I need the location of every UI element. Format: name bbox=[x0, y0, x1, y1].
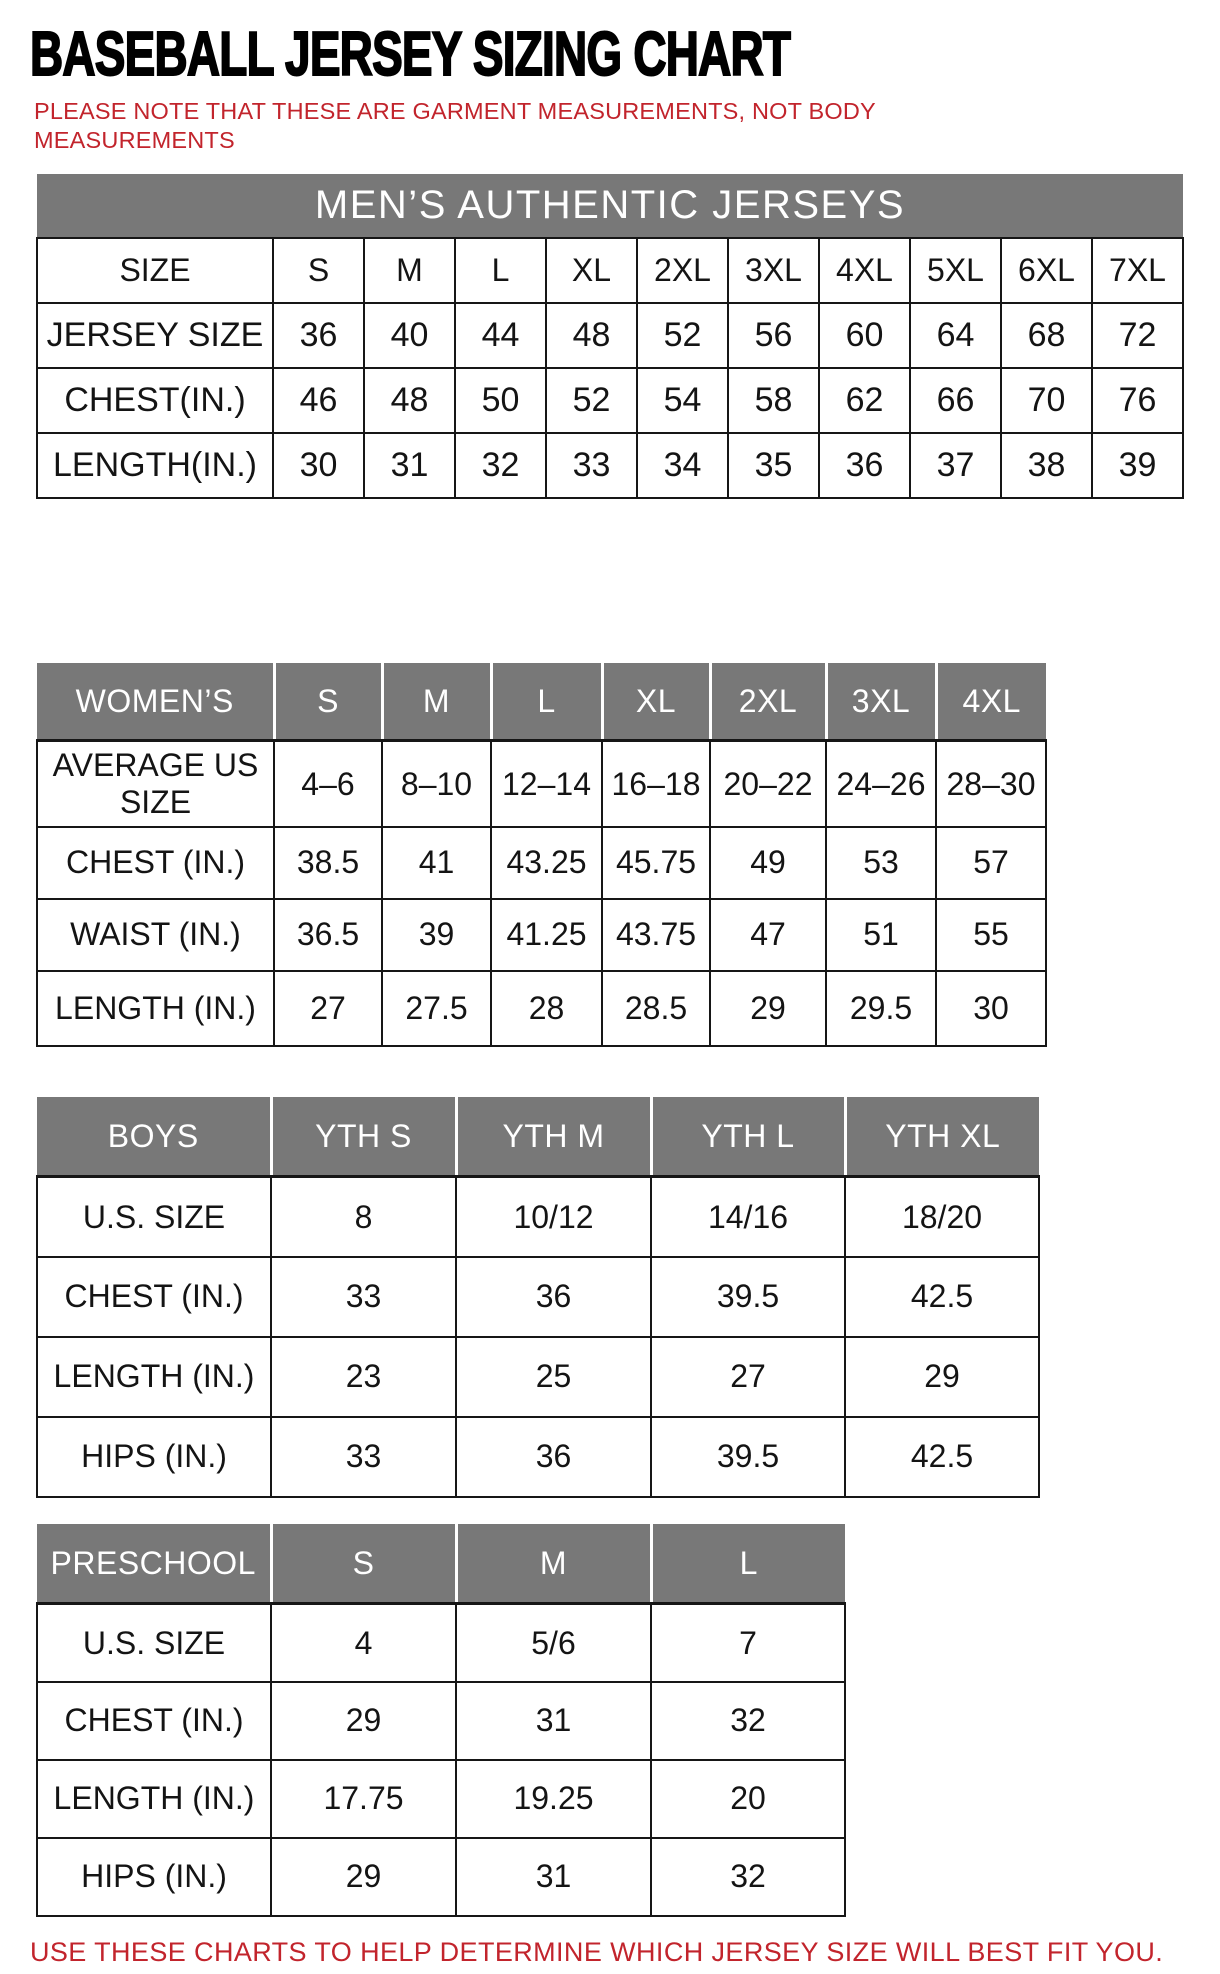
size-value: 14/16 bbox=[651, 1177, 845, 1257]
size-value: 48 bbox=[546, 303, 637, 368]
womens-sizing-table bbox=[36, 663, 1047, 1047]
size-value: 39.5 bbox=[651, 1417, 845, 1497]
size-value: 29 bbox=[271, 1682, 456, 1760]
size-value: 10/12 bbox=[456, 1177, 651, 1257]
size-value: 50 bbox=[455, 368, 546, 433]
size-value: 39.5 bbox=[651, 1257, 845, 1337]
size-value: 39 bbox=[1092, 433, 1183, 498]
size-value: 31 bbox=[456, 1838, 651, 1916]
size-value: 40 bbox=[364, 303, 455, 368]
col-header: BOYS bbox=[37, 1097, 271, 1177]
size-value: 58 bbox=[728, 368, 819, 433]
size-value: 8 bbox=[271, 1177, 456, 1257]
row-label: HIPS (IN.) bbox=[37, 1417, 271, 1497]
size-value: 48 bbox=[364, 368, 455, 433]
col-header: L bbox=[491, 663, 602, 741]
size-value: 27 bbox=[274, 971, 382, 1046]
size-value: 19.25 bbox=[456, 1760, 651, 1838]
size-value: 29.5 bbox=[826, 971, 936, 1046]
row-label: U.S. SIZE bbox=[37, 1604, 271, 1682]
size-value: 41.25 bbox=[491, 899, 602, 971]
size-value: 27.5 bbox=[382, 971, 491, 1046]
page-title: BASEBALL JERSEY SIZING CHART bbox=[30, 20, 791, 89]
col-header: 4XL bbox=[819, 238, 910, 303]
size-value: 20–22 bbox=[710, 741, 826, 827]
size-value: 37 bbox=[910, 433, 1001, 498]
table-row bbox=[37, 1682, 845, 1760]
mens-table-title: MEN’S AUTHENTIC JERSEYS bbox=[37, 174, 1183, 238]
size-value: 42.5 bbox=[845, 1257, 1039, 1337]
size-value: 33 bbox=[271, 1257, 456, 1337]
size-value: 64 bbox=[910, 303, 1001, 368]
size-value: 52 bbox=[637, 303, 728, 368]
size-value: 47 bbox=[710, 899, 826, 971]
size-value: 49 bbox=[710, 827, 826, 899]
size-value: 25 bbox=[456, 1337, 651, 1417]
col-header: SIZE bbox=[37, 238, 273, 303]
row-label: AVERAGE US SIZE bbox=[37, 741, 274, 827]
row-label: LENGTH (IN.) bbox=[37, 971, 274, 1046]
col-header: YTH M bbox=[456, 1097, 651, 1177]
fit-advice-note: USE THESE CHARTS TO HELP DETERMINE WHICH JERSEY SIZE WILL BEST FIT YOU. bbox=[30, 1936, 1164, 1967]
table-row bbox=[37, 1177, 1039, 1257]
size-value: 36 bbox=[273, 303, 364, 368]
size-value: 42.5 bbox=[845, 1417, 1039, 1497]
table-row bbox=[37, 1337, 1039, 1417]
col-header: XL bbox=[546, 238, 637, 303]
col-header: 4XL bbox=[936, 663, 1046, 741]
col-header: 6XL bbox=[1001, 238, 1092, 303]
size-value: 39 bbox=[382, 899, 491, 971]
table-row bbox=[37, 741, 1046, 827]
measurement-note: PLEASE NOTE THAT THESE ARE GARMENT MEASUREMENTS, NOT BODY MEASUREMENTS bbox=[34, 98, 876, 154]
row-label: CHEST (IN.) bbox=[37, 1257, 271, 1337]
size-value: 36 bbox=[819, 433, 910, 498]
row-label: LENGTH (IN.) bbox=[37, 1760, 271, 1838]
col-header: YTH L bbox=[651, 1097, 845, 1177]
size-value: 56 bbox=[728, 303, 819, 368]
col-header: 3XL bbox=[826, 663, 936, 741]
size-value: 16–18 bbox=[602, 741, 710, 827]
size-value: 36.5 bbox=[274, 899, 382, 971]
boys-sizing-table bbox=[36, 1097, 1040, 1498]
col-header: M bbox=[382, 663, 491, 741]
size-value: 32 bbox=[651, 1838, 845, 1916]
row-label: CHEST (IN.) bbox=[37, 1682, 271, 1760]
size-value: 51 bbox=[826, 899, 936, 971]
size-value: 18/20 bbox=[845, 1177, 1039, 1257]
preschool-sizing-table bbox=[36, 1524, 846, 1917]
row-label: HIPS (IN.) bbox=[37, 1838, 271, 1916]
size-value: 54 bbox=[637, 368, 728, 433]
col-header: YTH S bbox=[271, 1097, 456, 1177]
col-header: YTH XL bbox=[845, 1097, 1039, 1177]
size-value: 43.25 bbox=[491, 827, 602, 899]
size-value: 8–10 bbox=[382, 741, 491, 827]
size-value: 76 bbox=[1092, 368, 1183, 433]
col-header: 7XL bbox=[1092, 238, 1183, 303]
row-label: LENGTH(IN.) bbox=[37, 433, 273, 498]
size-value: 41 bbox=[382, 827, 491, 899]
row-label: LENGTH (IN.) bbox=[37, 1337, 271, 1417]
size-value: 72 bbox=[1092, 303, 1183, 368]
size-value: 68 bbox=[1001, 303, 1092, 368]
size-value: 24–26 bbox=[826, 741, 936, 827]
col-header: 2XL bbox=[637, 238, 728, 303]
col-header: M bbox=[456, 1524, 651, 1604]
size-value: 32 bbox=[651, 1682, 845, 1760]
size-value: 30 bbox=[273, 433, 364, 498]
size-value: 20 bbox=[651, 1760, 845, 1838]
size-value: 4–6 bbox=[274, 741, 382, 827]
table-row bbox=[37, 827, 1046, 899]
size-value: 60 bbox=[819, 303, 910, 368]
size-value: 29 bbox=[845, 1337, 1039, 1417]
col-header: S bbox=[271, 1524, 456, 1604]
size-value: 35 bbox=[728, 433, 819, 498]
row-label: CHEST (IN.) bbox=[37, 827, 274, 899]
size-value: 28 bbox=[491, 971, 602, 1046]
table-row bbox=[37, 1604, 845, 1682]
table-row bbox=[37, 899, 1046, 971]
size-value: 17.75 bbox=[271, 1760, 456, 1838]
size-value: 12–14 bbox=[491, 741, 602, 827]
table-row bbox=[37, 368, 1183, 433]
col-header: L bbox=[651, 1524, 845, 1604]
size-value: 4 bbox=[271, 1604, 456, 1682]
row-label: CHEST(IN.) bbox=[37, 368, 273, 433]
size-value: 44 bbox=[455, 303, 546, 368]
col-header: PRESCHOOL bbox=[37, 1524, 271, 1604]
size-value: 66 bbox=[910, 368, 1001, 433]
size-value: 23 bbox=[271, 1337, 456, 1417]
size-value: 52 bbox=[546, 368, 637, 433]
col-header: 5XL bbox=[910, 238, 1001, 303]
size-value: 43.75 bbox=[602, 899, 710, 971]
size-value: 36 bbox=[456, 1257, 651, 1337]
size-value: 46 bbox=[273, 368, 364, 433]
size-value: 53 bbox=[826, 827, 936, 899]
col-header: M bbox=[364, 238, 455, 303]
col-header: 2XL bbox=[710, 663, 826, 741]
size-value: 33 bbox=[271, 1417, 456, 1497]
size-value: 7 bbox=[651, 1604, 845, 1682]
col-header: WOMEN’S bbox=[37, 663, 274, 741]
table-row bbox=[37, 1838, 845, 1916]
size-value: 38.5 bbox=[274, 827, 382, 899]
size-value: 36 bbox=[456, 1417, 651, 1497]
size-value: 34 bbox=[637, 433, 728, 498]
size-value: 27 bbox=[651, 1337, 845, 1417]
col-header: XL bbox=[602, 663, 710, 741]
size-value: 31 bbox=[364, 433, 455, 498]
mens-sizing-table bbox=[36, 174, 1184, 499]
size-value: 55 bbox=[936, 899, 1046, 971]
col-header: L bbox=[455, 238, 546, 303]
size-value: 45.75 bbox=[602, 827, 710, 899]
size-value: 28.5 bbox=[602, 971, 710, 1046]
size-value: 30 bbox=[936, 971, 1046, 1046]
col-header: 3XL bbox=[728, 238, 819, 303]
row-label: U.S. SIZE bbox=[37, 1177, 271, 1257]
size-value: 5/6 bbox=[456, 1604, 651, 1682]
size-value: 29 bbox=[271, 1838, 456, 1916]
table-row bbox=[37, 433, 1183, 498]
row-label: WAIST (IN.) bbox=[37, 899, 274, 971]
size-value: 29 bbox=[710, 971, 826, 1046]
size-value: 28–30 bbox=[936, 741, 1046, 827]
size-value: 38 bbox=[1001, 433, 1092, 498]
size-value: 33 bbox=[546, 433, 637, 498]
table-row bbox=[37, 1257, 1039, 1337]
col-header: S bbox=[273, 238, 364, 303]
size-value: 32 bbox=[455, 433, 546, 498]
size-value: 31 bbox=[456, 1682, 651, 1760]
table-row bbox=[37, 303, 1183, 368]
table-row bbox=[37, 1760, 845, 1838]
size-value: 62 bbox=[819, 368, 910, 433]
table-row bbox=[37, 971, 1046, 1046]
col-header: S bbox=[274, 663, 382, 741]
table-row bbox=[37, 1417, 1039, 1497]
size-value: 70 bbox=[1001, 368, 1092, 433]
size-value: 57 bbox=[936, 827, 1046, 899]
row-label: JERSEY SIZE bbox=[37, 303, 273, 368]
